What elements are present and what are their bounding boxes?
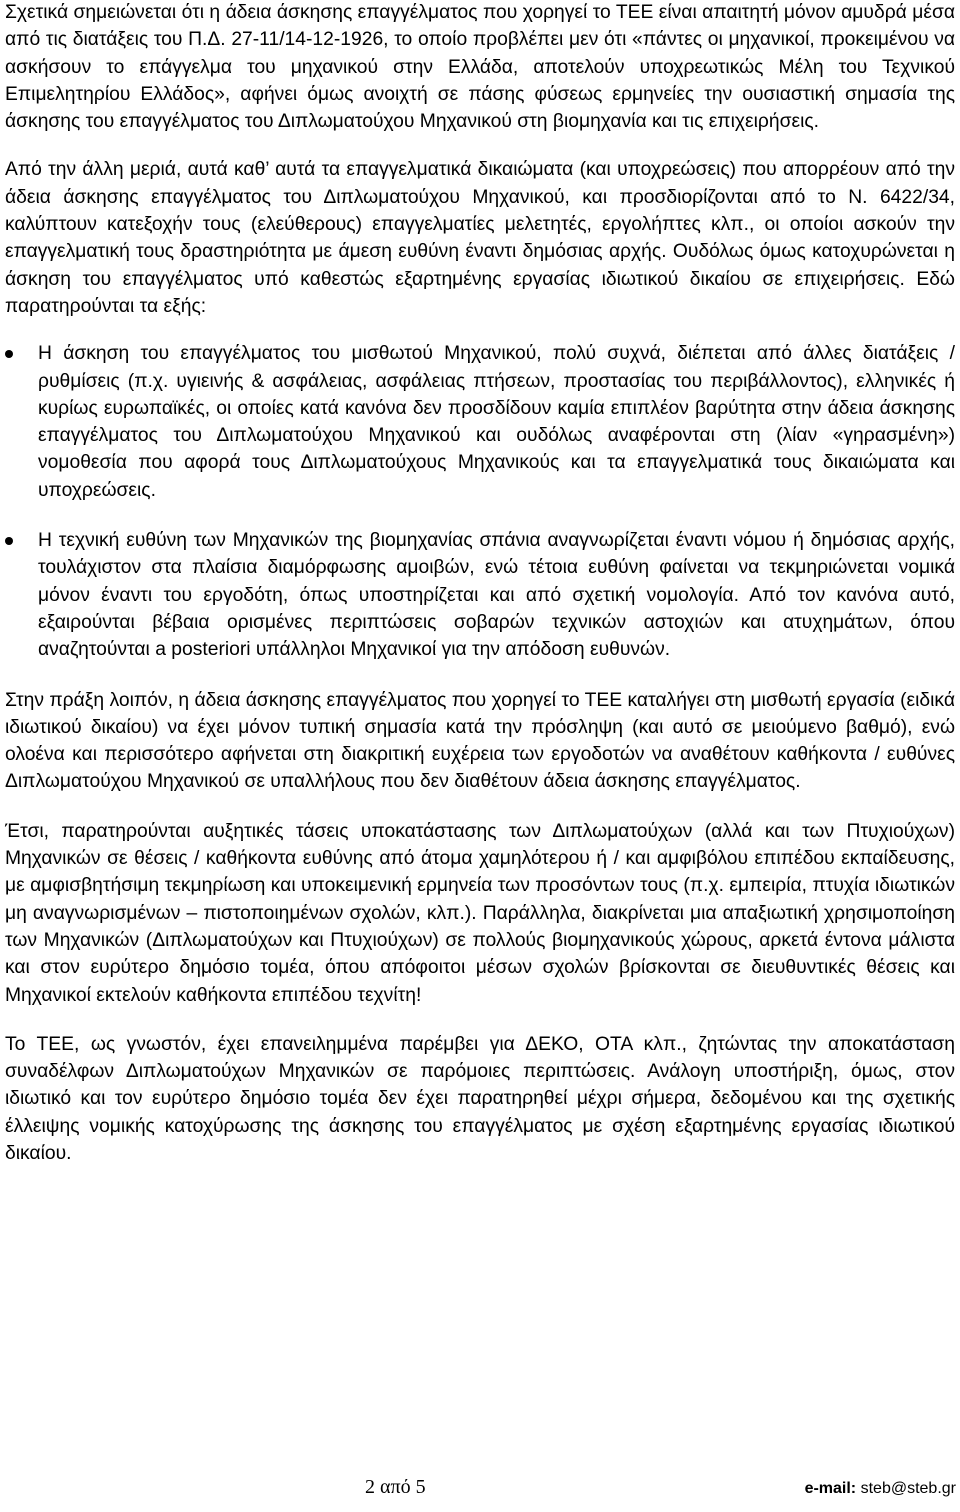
paragraph-4: Έτσι, παρατηρούνται αυξητικές τάσεις υποκατάστασης των Διπλωματούχων (αλλά και των Πτυχιούχων) Μηχανικών σε θέσεις / καθήκοντα ευθύνης από άτομα χαμηλότερου ή / και αμφιβόλου επιπέδου εκπαίδευσης, με αμφισβητήσιμη τεκμηρίωση και υποκειμενική ερμηνεία των προσόντων τους (π.χ. εμπειρία, πτυχία ιδιωτικών μη αναγνωρισμένων – πιστοποιημένων σχολών, κλπ.). Παράλληλα, διακρίνεται μια απαξιωτική χρησιμοποίηση των Μηχανικών (Διπλωματούχων και Πτυχιούχων) σε πολλούς βιομηχανικούς χώρους, αρκετά έντονα μάλιστα και στον ευρύτερο δημόσιο τομέα, όπου απόφοιτοι μέσων σχολών βρίσκονται σε διευθυντικές θέσεις και Μηχανικοί εκτελούν καθήκοντα επιπέδου τεχνίτη!: [5, 820, 955, 1006]
list-item: [5, 527, 955, 663]
page-number: 2 από 5: [365, 1476, 426, 1498]
bullet-dot-icon: [5, 350, 13, 358]
paragraph-3: Στην πράξη λοιπόν, η άδεια άσκησης επαγγέλματος που χορηγεί το ΤΕΕ καταλήγει στη μισθωτή εργασία (ειδικά ιδιωτικού δικαίου) να έχει μόνον τυπική σημασία κατά την πρόσληψη (και αυτό σε μειούμενο βαθμό), ενώ ολοένα και περισσότερο αφήνεται στη διακριτική ευχέρεια των εργοδοτών να αναθέτουν καθήκοντα / ευθύνες Διπλωματούχου Μηχανικού σε υπαλλήλους που δεν διαθέτουν άδεια άσκησης επαγγέλματος.: [5, 689, 955, 793]
list-item: [5, 340, 955, 504]
bullet-list: [5, 340, 955, 663]
footer-email: [805, 1480, 956, 1498]
paragraph-5: Το ΤΕΕ, ως γνωστόν, έχει επανειλημμένα παρέμβει για ΔΕΚΟ, ΟΤΑ κλπ., ζητώντας την αποκατάσταση συναδέλφων Διπλωματούχων Μηχανικών σε παρόμοιες περιπτώσεις. Ανάλογη υποστήριξη, όμως, στον ιδιωτικό και τον ευρύτερο δημόσιο τομέα δεν έχει παρατηρηθεί μέχρι σήμερα, δεδομένου και της σχετικής έλλειψης νομικής κατοχύρωσης της άσκησης του επαγγέλματος με σχέση εξαρτημένης εργασίας ιδιωτικού δικαίου.: [5, 1033, 955, 1164]
email-address[interactable]: steb@steb.gr: [860, 1480, 956, 1497]
paragraph-1: Σχετικά σημειώνεται ότι η άδεια άσκησης επαγγέλματος που χορηγεί το ΤΕΕ είναι απαιτητή μόνον αμυδρά μέσα από τις διατάξεις του Π.Δ. 27-11/14-12-1926, το οποίο προβλέπει μεν ότι «πάντες οι μηχανικοί, προκειμένου να ασκήσουν το επάγγελμα του μηχανικού στην Ελλάδα, αποτελούν υποχρεωτικώς Μέλη του Τεχνικού Επιμελητηρίου Ελλάδος», αφήνει όμως ανοιχτή σε πάσης φύσεως ερμηνείες την ουσιαστική σημασία της άσκησης του επαγγέλματος του Διπλωματούχου Μηχανικού στη βιομηχανία και τις επιχειρήσεις.: [5, 2, 955, 133]
bullet-dot-icon: [5, 537, 13, 545]
list-item-text: Η άσκηση του επαγγέλματος του μισθωτού Μηχανικού, πολύ συχνά, διέπεται από άλλες διατάξεις / ρυθμίσεις (π.χ. υγιεινής & ασφάλειας, ασφάλειας πτήσεων, προστασίας του περιβάλλοντος), ελληνικές ή κυρίως ευρωπαϊκές, οι οποίες κατά κανόνα δεν προσδίδουν καμία επιπλέον βαρύτητα στην άδεια άσκησης επαγγέλματος του Διπλωματούχου Μηχανικού και ουδόλως αναφέρονται στη (λίαν «γηρασμένη») νομοθεσία που αφορά τους Διπλωματούχους Μηχανικούς και τα επαγγελματικά τους δικαιώματα και υποχρεώσεις.: [38, 343, 955, 501]
paragraph-2: Από την άλλη μεριά, αυτά καθ’ αυτά τα επαγγελματικά δικαιώματα (και υποχρεώσεις) που απορρέουν από την άδεια άσκησης επαγγέλματος του Διπλωματούχου Μηχανικού, και προσδιορίζονται από το Ν. 6422/34, καλύπτουν κατεξοχήν τους (ελεύθερους) επαγγελματίες μελετητές, εργολήπτες κλπ., οι οποίοι ασκούν την επαγγελματική τους δραστηριότητα με άμεση ευθύνη έναντι δημόσιας αρχής. Ουδόλως όμως κατοχυρώνεται η άσκηση του επαγγέλματος υπό καθεστώς εξαρτημένης εργασίας ιδιωτικού δικαίου σε επιχειρήσεις. Εδώ παρατηρούνται τα εξής:: [5, 159, 955, 317]
page-footer: [0, 1476, 960, 1506]
email-label: e-mail:: [804, 1480, 857, 1497]
list-item-text: Η τεχνική ευθύνη των Μηχανικών της βιομηχανίας σπάνια αναγνωρίζεται έναντι νόμου ή δημόσιας αρχής, τουλάχιστον στα πλαίσια διαμόρφωσης αμοιβών, ενώ τέτοια ευθύνη φαίνεται να τεκμηριώνεται νομικά μόνον έναντι του εργοδότη, όπως υποστηρίζεται και από σχετική νομολογία. Από τον κανόνα αυτό, εξαιρούνται βέβαια ορισμένες περιπτώσεις σοβαρών τεχνικών αστοχιών και ατυχημάτων, όπου αναζητούνται a posteriori υπάλληλοι Μηχανικοί για την απόδοση ευθυνών.: [38, 530, 955, 661]
document-page: [5, 0, 955, 1167]
